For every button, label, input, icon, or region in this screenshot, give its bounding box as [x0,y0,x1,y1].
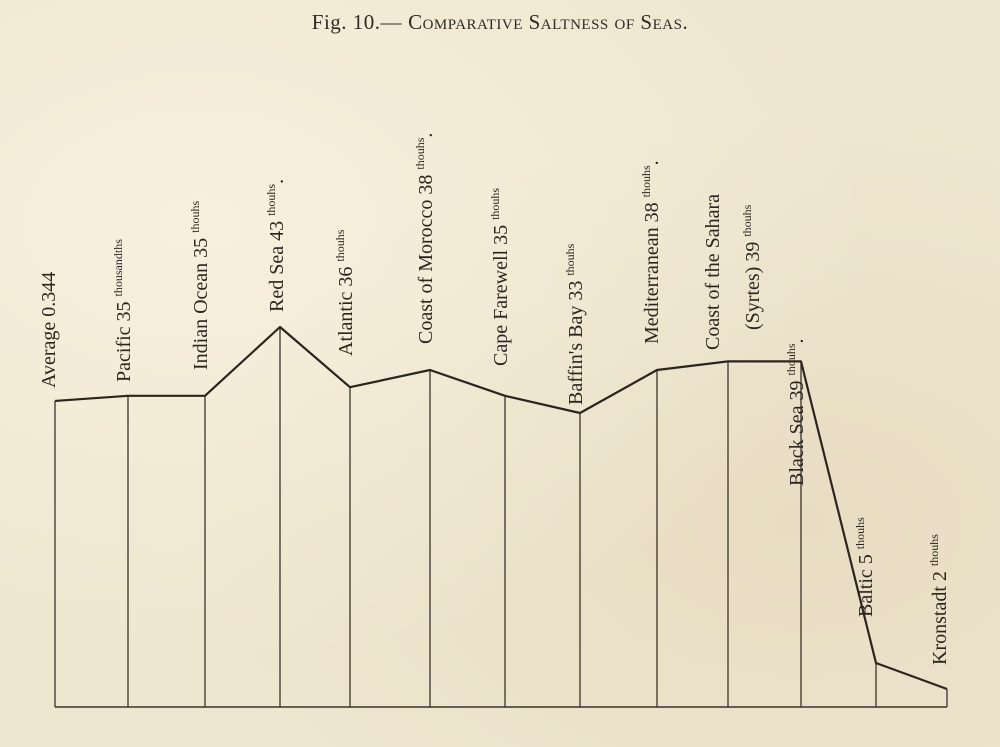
label-6 [488,188,512,366]
label-8-part-0: Mediterranean 38 [641,197,663,344]
label-11-part-2: hs [784,343,798,355]
label-13-part-1: thou [927,544,941,567]
figure-title-text: Comparative Saltness of Seas. [408,10,689,34]
label-6-part-2: hs [488,187,502,199]
label-2-part-1: 35 [190,232,212,258]
figure-number: Fig. 10.— [311,10,403,34]
label-13 [927,534,951,665]
label-0 [38,272,60,388]
label-10-part-1: thou [740,215,754,237]
label-11-part-3: . [786,338,808,344]
saltness-profile-line [55,327,947,689]
label-9 [702,194,724,350]
label-13-part-0: Kronstadt 2 [929,566,951,665]
label-10 [740,204,764,330]
label-5-part-2: hs [413,137,427,149]
label-2-part-2: thou [188,211,202,233]
label-11-part-0: Black Sea 39 [786,375,808,486]
label-11 [784,338,808,486]
label-4 [333,229,357,356]
label-3-part-2: hs [264,183,278,195]
label-5 [413,133,437,344]
label-9-part-0: Coast of the Sahara [702,193,724,350]
label-1-part-0: Pacific 35 [113,296,135,382]
label-4-part-2: hs [333,229,347,241]
label-3 [264,179,288,312]
label-3-part-0: Red Sea 43 [266,215,288,312]
label-8-part-3: . [641,160,663,166]
label-3-part-1: thou [264,194,278,216]
label-13-part-2: hs [927,534,941,545]
label-6-part-0: Cape Farewell 35 [490,219,512,366]
label-11-part-1: thou [784,354,798,376]
label-5-part-3: . [415,132,437,138]
label-10-part-0: (Syrtes) 39 [742,236,764,330]
label-10-part-2: hs [740,204,754,216]
label-7-part-0: Baffin's Bay 33 [565,275,587,405]
label-5-part-1: thou [413,148,427,170]
label-6-part-1: thou [488,198,502,220]
label-7-part-2: hs [563,243,577,255]
label-4-part-1: thou [333,240,347,262]
label-12-part-1: thou [853,527,867,550]
label-1-part-1: thousandths [111,239,125,297]
label-1 [111,239,135,382]
label-12-part-2: hs [853,517,867,528]
label-8 [639,160,663,344]
label-8-part-1: thou [639,176,653,198]
label-0-part-1: 0.344 [38,271,60,317]
label-2-part-3: hs [188,200,202,212]
label-7 [563,243,587,405]
label-5-part-0: Coast of Morocco 38 [415,169,437,344]
label-2 [188,200,212,370]
label-4-part-0: Atlantic 36 [335,261,357,356]
label-3-part-3: . [266,178,288,184]
label-0-part-0: Average [38,316,60,388]
label-7-part-1: thou [563,254,577,276]
label-12 [853,517,877,617]
label-8-part-2: hs [639,165,653,177]
label-12-part-0: Baltic 5 [855,549,877,617]
label-2-part-0: Indian Ocean [190,257,212,370]
